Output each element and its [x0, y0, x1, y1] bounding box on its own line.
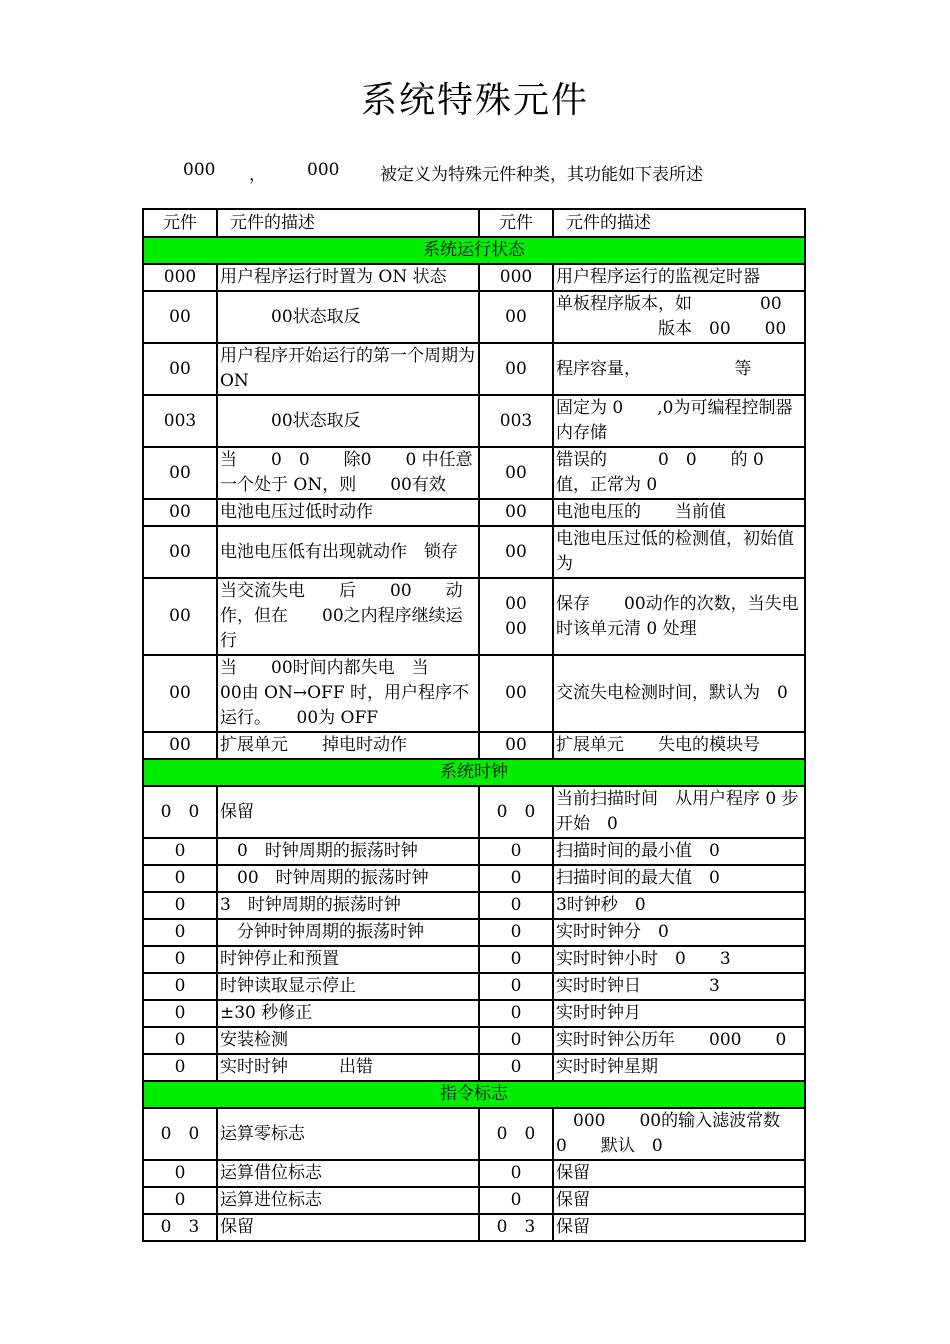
- table-row: [143, 838, 805, 865]
- element-code: 0 0: [143, 786, 217, 838]
- header-code-left: 元件: [143, 209, 217, 237]
- table-row: [143, 1187, 805, 1214]
- section-title: 系统运行状态: [143, 237, 805, 264]
- element-description: 保存 00动作的次数，当失电时该单元清 0 处理: [553, 578, 805, 655]
- element-description: 电池电压的 当前值: [553, 499, 805, 526]
- table-row: [143, 1108, 805, 1160]
- element-description: 000 00的输入滤波常数 0 默认 0: [553, 1108, 805, 1160]
- element-code: 0: [479, 838, 553, 865]
- table-row: [143, 946, 805, 973]
- element-description: 扫描时间的最大值 0: [553, 865, 805, 892]
- element-description: 当前扫描时间 从用户程序 0 步开始 0: [553, 786, 805, 838]
- element-description: 实时时钟星期: [553, 1054, 805, 1081]
- element-description: 实时时钟公历年 000 0: [553, 1027, 805, 1054]
- intro-range-start: 000: [183, 160, 216, 180]
- element-code: 0: [143, 838, 217, 865]
- table-row: [143, 578, 805, 655]
- element-code: 00: [143, 447, 217, 499]
- element-code: 0 0: [143, 1108, 217, 1160]
- element-code: 0: [479, 946, 553, 973]
- element-description: ±30 秒修正: [217, 1000, 479, 1027]
- element-code: 00: [479, 526, 553, 578]
- section-title: 系统时钟: [143, 759, 805, 786]
- table-row: [143, 973, 805, 1000]
- element-code: 0: [143, 973, 217, 1000]
- table-header-row: [143, 209, 805, 237]
- element-code: 00: [143, 732, 217, 759]
- element-description: 保留: [553, 1214, 805, 1241]
- element-description: 电池电压低有出现就动作 锁存: [217, 526, 479, 578]
- element-code: 00 00: [479, 578, 553, 655]
- element-code: 00: [479, 655, 553, 732]
- table-row: [143, 786, 805, 838]
- table-row: [143, 732, 805, 759]
- element-description: 3 时钟周期的振荡时钟: [217, 892, 479, 919]
- element-code: 0: [143, 1054, 217, 1081]
- section-row: [143, 1081, 805, 1108]
- element-description: 3时钟秒 0: [553, 892, 805, 919]
- element-description: 当 00时间内都失电 当 00由 ON→OFF 时，用户程序不运行。 00为 OFF: [217, 655, 479, 732]
- header-code-right: 元件: [479, 209, 553, 237]
- intro-comma: ，: [249, 165, 266, 185]
- element-code: 0: [143, 1187, 217, 1214]
- element-description: 当交流失电 后 00 动作，但在 00之内程序继续运行: [217, 578, 479, 655]
- element-code: 0: [479, 892, 553, 919]
- element-description: 交流失电检测时间，默认为 0: [553, 655, 805, 732]
- element-code: 00: [143, 655, 217, 732]
- element-code: 00: [479, 732, 553, 759]
- table-row: [143, 892, 805, 919]
- element-description: 单板程序版本，如 00 版本 00 00: [553, 291, 805, 343]
- element-code: 00: [143, 526, 217, 578]
- element-description: 实时时钟日 3: [553, 973, 805, 1000]
- table-row: [143, 1054, 805, 1081]
- element-code: 0: [479, 1027, 553, 1054]
- element-description: 用户程序运行的监视定时器: [553, 264, 805, 291]
- element-code: 0: [143, 1027, 217, 1054]
- table-row: [143, 264, 805, 291]
- table-row: [143, 291, 805, 343]
- table-row: [143, 343, 805, 395]
- element-description: 00状态取反: [217, 395, 479, 447]
- element-code: 0: [143, 892, 217, 919]
- intro-line: [0, 160, 950, 188]
- element-code: 00: [479, 447, 553, 499]
- element-code: 0: [479, 865, 553, 892]
- section-title: 指令标志: [143, 1081, 805, 1108]
- element-description: 实时时钟 出错: [217, 1054, 479, 1081]
- element-code: 00: [143, 499, 217, 526]
- page-title: 系统特殊元件: [360, 80, 589, 121]
- element-description: 时钟停止和预置: [217, 946, 479, 973]
- intro-description: 被定义为特殊元件种类，其功能如下表所述: [380, 165, 703, 185]
- element-description: 电池电压过低的检测值，初始值为: [553, 526, 805, 578]
- element-code: 0 0: [479, 1108, 553, 1160]
- element-description: 运算借位标志: [217, 1160, 479, 1187]
- element-code: 00: [143, 578, 217, 655]
- element-description: 00 时钟周期的振荡时钟: [217, 865, 479, 892]
- element-code: 0: [143, 1000, 217, 1027]
- element-description: 时钟读取显示停止: [217, 973, 479, 1000]
- element-code: 000: [479, 264, 553, 291]
- table-row: [143, 526, 805, 578]
- element-description: 0 时钟周期的振荡时钟: [217, 838, 479, 865]
- element-description: 实时时钟分 0: [553, 919, 805, 946]
- intro-range-end: 000: [307, 160, 340, 180]
- element-description: 电池电压过低时动作: [217, 499, 479, 526]
- element-description: 运算进位标志: [217, 1187, 479, 1214]
- table-row: [143, 1214, 805, 1241]
- element-code: 00: [479, 343, 553, 395]
- element-description: 保留: [553, 1187, 805, 1214]
- element-description: 实时时钟小时 0 3: [553, 946, 805, 973]
- element-code: 0: [479, 973, 553, 1000]
- element-code: 0: [143, 946, 217, 973]
- element-description: 错误的 0 0 的 0 值，正常为 0: [553, 447, 805, 499]
- section-row: [143, 759, 805, 786]
- element-description: 程序容量， 等: [553, 343, 805, 395]
- element-description: 扩展单元 失电的模块号: [553, 732, 805, 759]
- element-code: 00: [143, 291, 217, 343]
- element-code: 000: [143, 264, 217, 291]
- table-row: [143, 865, 805, 892]
- element-description: 分钟时钟周期的振荡时钟: [217, 919, 479, 946]
- table-row: [143, 919, 805, 946]
- element-description: 保留: [217, 1214, 479, 1241]
- element-code: 0: [143, 865, 217, 892]
- element-code: 003: [143, 395, 217, 447]
- element-code: 0: [479, 1000, 553, 1027]
- element-description: 保留: [553, 1160, 805, 1187]
- table-row: [143, 1000, 805, 1027]
- header-desc-left: 元件的描述: [217, 209, 479, 237]
- element-code: 0 3: [479, 1214, 553, 1241]
- element-code: 0 0: [479, 786, 553, 838]
- element-description: 扫描时间的最小值 0: [553, 838, 805, 865]
- header-desc-right: 元件的描述: [553, 209, 805, 237]
- table-row: [143, 655, 805, 732]
- element-description: 用户程序运行时置为 ON 状态: [217, 264, 479, 291]
- element-description: 固定为 0 ,0为可编程控制器内存储: [553, 395, 805, 447]
- table-row: [143, 395, 805, 447]
- table-row: [143, 499, 805, 526]
- element-code: 00: [479, 291, 553, 343]
- element-description: 扩展单元 掉电时动作: [217, 732, 479, 759]
- element-code: 0 3: [143, 1214, 217, 1241]
- special-elements-table: [142, 208, 806, 1242]
- element-code: 0: [479, 1054, 553, 1081]
- element-code: 0: [479, 1160, 553, 1187]
- element-code: 0: [143, 919, 217, 946]
- table-row: [143, 1027, 805, 1054]
- element-code: 00: [143, 343, 217, 395]
- element-description: 用户程序开始运行的第一个周期为 ON: [217, 343, 479, 395]
- table-row: [143, 1160, 805, 1187]
- element-description: 安装检测: [217, 1027, 479, 1054]
- table-row: [143, 447, 805, 499]
- element-description: 实时时钟月: [553, 1000, 805, 1027]
- element-code: 0: [479, 1187, 553, 1214]
- element-description: 运算零标志: [217, 1108, 479, 1160]
- section-row: [143, 237, 805, 264]
- element-description: 当 0 0 除0 0 中任意一个处于 ON，则 00有效: [217, 447, 479, 499]
- element-code: 0: [143, 1160, 217, 1187]
- element-description: 00状态取反: [217, 291, 479, 343]
- element-code: 0: [479, 919, 553, 946]
- element-description: 保留: [217, 786, 479, 838]
- element-code: 003: [479, 395, 553, 447]
- element-code: 00: [479, 499, 553, 526]
